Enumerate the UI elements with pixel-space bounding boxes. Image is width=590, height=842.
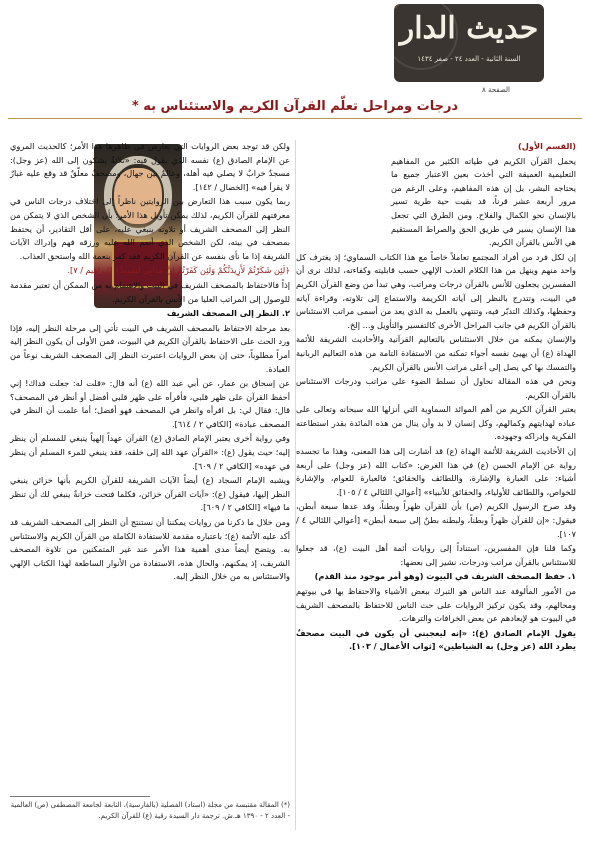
subheading: ٢. النظر إلى المصحف الشريف — [166, 308, 290, 319]
quran-verse: ﴿لَئِن شَكَرْتُمْ لَأَزِيدَنَّكُمْ وَلَئِن كَفَرْتُمْ إِنَّ عَذَابِي لَشَدِيدٌ﴾ [إبراهيم / ٧]. — [67, 265, 290, 276]
paragraph: ربما يكون سبب هذا التعارض بين الروايتين ناظراً إلى اختلاف درجات الناس في معرفتهم للقرآن الكريم، لذلك يمكن تأويل هذا الأمر: بأن الشخص الذي لا يتمكن من النظر إلى المصحف الشريف أو تلاوته ينبغي عليه، على أقل التقادير، أن يحتفظ بمصحف في بيته، لكن الشخص الذي أنعم الله عليه ورزقه فهم وإدراك الآيات الشريفة إذا ما نأى بنفسه عن القرآن الكريم فقد كفر بنعمة الله واستحق العذاب. — [10, 196, 290, 261]
paragraph: يقول الإمام الصادق (ع): «إنه ليعجبني أن يكون في البيت مصحفٌ يطرد الله (عز وجل) به الشياطين» [ثواب الأعمال / ١٠٣]. — [296, 627, 576, 652]
page-number: الصفحة ٨ — [482, 86, 510, 94]
paragraph: والإنسان يمكنه من خلال الاستئناس بالتعاليم القرآنية والأحاديث الشريفة للأئمة الهداة (ع) أن يهيئ نفسه أجواء تمكنه من الاستفادة التامة من هذه التعاليم الربانية والتمسك بها كي يصل إلى أعلى مراتب الأنس بالقرآن الكريم. — [296, 334, 576, 372]
left-column — [10, 140, 290, 585]
issue-line: السنة الثانية - العدد ٢٤ - صفر ١٤٣٤ — [417, 55, 521, 63]
paragraph: عن إسحاق بن عمار، عن أبي عبد الله (ع) أنه قال: «قلت له: جعلت فداك! إني أحفظ القرآن على ظهر قلبي، فأقرأه على ظهر قلبي أفضل أو أنظر في المصحف؟ قال: فقال لي: بل اقرأه وانظر في المصحف فهو أفضل؛ أما علمت أن النظر في المصحف عبادة» [الكافي ٢ / ٦١٤]. — [10, 378, 290, 429]
paragraph: إذاً فالاحتفاظ بالمصحف الشريف في البيت والاهتمام به من الممكن أن تعتبر مقدمة للوصول إلى المراتب العليا من الأنس بالقرآن الكريم. — [10, 279, 290, 304]
subheading: ١. حفظ المصحف الشريف في البيوت (وهو أمر موجود منذ القدم) — [314, 571, 576, 582]
footnote-rule — [10, 796, 150, 797]
footnote: (*) المقالة مقتبسة من مجلة (استاد) الفصلية (بالفارسية)، التابعة لجامعة المصطفى (ص) العالمية - العدد ٢ - ١٣٩٠ هـ.ش. ترجمة دار السيدة رقية (ع) للقرآن الكريم. — [10, 801, 290, 820]
paragraph: وقد صرح الرسول الكريم (ص) بأن للقرآن ظهراً وبطناً، وقد عدها سبعة أبطن، فيقول: «إن للقرآن ظهراً وبطناً، ولبطنه بطنٌ إلى سبعة أبطن» [أعوالي اللئالي ٤ / ١٠٧]. — [296, 501, 576, 539]
paragraph: بعد مرحلة الاحتفاظ بالمصحف الشريف في البيت تأتي إلى مرحلة النظر إليه، فإذا ورد الحث على الاحتفاظ بالقرآن الكريم في البيوت، فمن الأولى أن يكون النظر إليه أمراً مطلوباً، حتى إن بعض الروايات اعتبرت النظر إلى المصحف الشريف نوعاً من العبادة. — [10, 322, 290, 374]
paragraph: من الأمور المألوفة عند الناس هو التبرك ببعض الأشياء والاحتفاظ بها في بيوتهم ومحالهم، وقد يكون تركيز الروايات على حث الناس للاحتفاظ بالمصحف الشريف في البيوت هو لإبعادهم عن بعض الخرافات والترهات. — [296, 586, 576, 624]
paragraph: ولكن قد توجد بعض الروايات التي تعارض في ظاهرها هذا الأمر؛ كالحديث المروي عن الإمام الصادق (ع) نفسه الذي يقول فيه: «ثلاثةٌ يشكون إلى الله (عز وجل): مسجدٌ خرابٌ لا يصلي فيه أهله، وعالمٌ بين جهال، ومصحفٌ معلّقٌ قد وقع عليه غبارٌ لا يقرأ فيه» [الخصال / ١٤٢]. — [10, 141, 290, 192]
right-column — [296, 140, 576, 655]
title-rule — [8, 118, 582, 119]
paragraph: وفي رواية أخرى يعتبر الإمام الصادق (ع) القرآن عهداً إلهياً ينبغي للمسلم أن ينظر إليه؛ حيث يقول (ع): «القرآن عهد الله إلى خلقه، فقد ينبغي للمرء المسلم أن ينظر في عهده» [الكافي ٢ / ٦٠٩]. — [10, 433, 290, 471]
paragraph: وكما قلنا فإن المفسرين، استناداً إلى روايات أئمة أهل البيت (ع)، قد جعلوا للاستئناس بالقرآن مراتب ودرجات، نشير إلى بعضها: — [296, 543, 576, 567]
paragraph: إن لكل فرد من أفراد المجتمع تعاملاً خاصاً مع هذا الكتاب السماوي؛ إذ يغترف كل واحد منهم وينهل من هذا الكلام العذب الإلهي حسب قابليته وكفاءته، لذلك نرى أن المفسرين يجعلون للأنس بالقرآن درجات ومراتب، وهي تبدأ من وضع القرآن الكريم في البيت، وتتدرج بالنظر إلى آياته الكريمة والاستماع إلى تلاوته، وقراءة آياته وحفظها، وكذلك التدبّر فيه، وتنتهي بالعمل به الذي يعد من أسمى مراتب الاستئناس بالقرآن الكريم في جانب المراحل الأخرى كالتفسير والتأويل و... إلخ. — [296, 251, 576, 330]
article-title: درجات ومراحل تعلّم القرآن الكريم والاستئناس به * — [80, 98, 510, 116]
paragraph: ويشبه الإمام السجاد (ع) أيضاً الآيات الشريفة للقرآن الكريم بأنها خزائن ينبغي النظر إليها، فيقول (ع): «آيات القرآن خزائن، فكلما فتحت خزانةٌ ينبغي لك أن تنظر ما فيها» [الكافي ٢ / ٦٠٩]. — [10, 475, 290, 513]
paragraph: ونحن في هذه المقالة نحاول أن نسلط الضوء على مراتب ودرجات الاستئناس بالقرآن الكريم. — [296, 376, 576, 400]
masthead — [394, 4, 544, 82]
paragraph: إن الأحاديث الشريفة للأئمة الهداة (ع) قد أشارت إلى هذا المعنى، وهذا ما تجسده رواية عن الإمام الحسن (ع) في هذا الغرض: «كتاب الله (عز وجل) على أربعة أشياء: على العبارة والإشارة، واللطائف والحقائق؛ فالعبارة للعوام، والإشارة للخواص، واللطائف للأولياء، والحقائق للأنبياء» [أعوالي اللئالي ٤ / ١٠٥]. — [296, 446, 576, 497]
paragraph: ومن خلال ما ذكرنا من روايات يمكننا أن نستنتج أن النظر إلى المصحف الشريف قد أكد عليه الأئمة (ع)؛ باعتباره مقدمة للاستفادة الكاملة من القرآن الكريم والاستئناس به. ويتضح أيضاً مدى أهمية هذا الأمر عند غير المتمكنين من تلاوة المصحف الشريف، إذ يمكنهم، والحال هذه، الاستفادة من الأنوار الساطعة لهذا الكتاب الإلهي والاستئناس به من خلال النظر إليه. — [10, 517, 290, 582]
magazine-logo: حديث الدار — [399, 11, 539, 46]
paragraph: يعتبر القرآن الكريم من أهم الموائد السماوية التي أنزلها الله سبحانه وتعالى على عباده لهدايتهم وكمالهم، وكل إنسان لا بد وأن ينال من هذه المائدة بقدر استطاعته الفكرية وإدراكه وجهوده. — [296, 404, 576, 442]
section-label: (القسم الأول) — [518, 141, 576, 151]
paragraph: يحمل القرآن الكريم في طياته الكثير من المفاهيم التعليمية العميقة التي أخذت بعين الاعتبار جميع ما يحتاجه البشر، بل إن هذه المفاهيم، وعلى الرغم من مرور أربعة عشر قرناً، قد بقيت حية طرية تسير بالإنسان نحو الكمال والفلاح. ومن الطرق التي تجعل هذا الإنسان يسير في طريق الحق والصراط المستقيم هي الأنس بالقرآن الكريم. — [391, 155, 576, 248]
